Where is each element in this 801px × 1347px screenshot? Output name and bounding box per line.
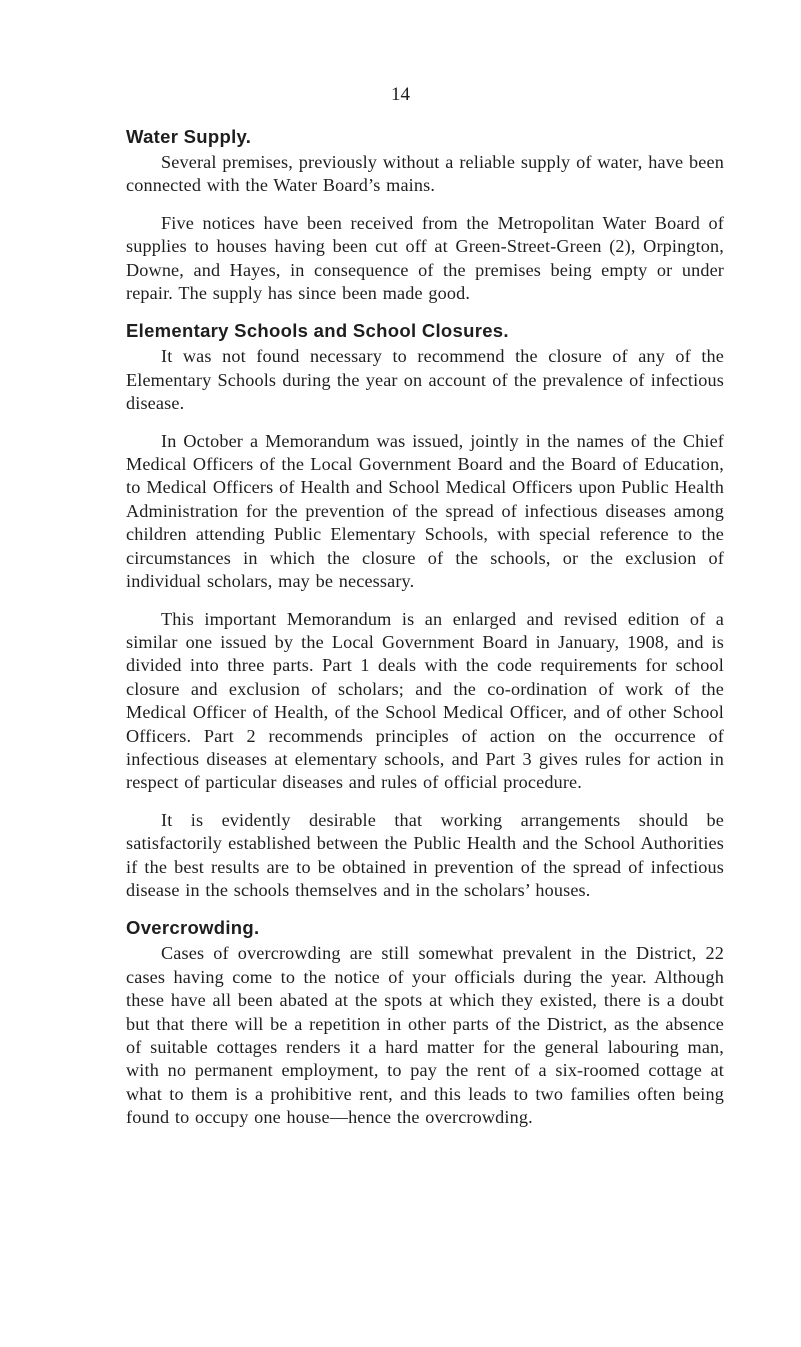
paragraph: Cases of overcrowding are still somewhat prevalent in the District, 22 cases having come to the notice of your officials during the year. Although these have all been abated at the spots at which they existed, there is a doubt but that there will be a repetition in other parts of the District, as the absence of suitable cottages renders it a hard matter for the general labouring man, with no permanent employment, to pay the rent of a six-roomed cottage at what to them is a prohibitive rent, and this leads to two families often being found to occupy one house—hence the overcrowding. [126, 943, 724, 1128]
paragraph: It is evidently desirable that working arrangements should be satisfactorily established between the Public Health and the School Authorities if the best results are to be obtained in prevention of the spread of infectious disease in the schools themselves and in the scholars’ houses. [126, 809, 724, 900]
section-overcrowding [126, 915, 724, 1129]
section-water-supply [126, 124, 724, 305]
page-number: 14 [391, 84, 410, 105]
section-elementary-schools [126, 318, 724, 902]
page-content [126, 124, 724, 1130]
paragraph: Several premises, previously without a reliable supply of water, have been connected with the Water Board’s mains. [126, 152, 724, 196]
paragraph: It was not found necessary to recommend the closure of any of the Elementary Schools during the year on account of the prevalence of infectious disease. [126, 346, 724, 414]
section-heading: Water Supply. [126, 126, 252, 147]
section-heading: Elementary Schools and School Closures. [126, 320, 509, 342]
section-heading: Overcrowding. [126, 917, 260, 939]
paragraph: Five notices have been received from the Metropolitan Water Board of supplies to houses having been cut off at Green-Street-Green (2), Orpington, Downe, and Hayes, in consequence of the premises being empty or under repair. The supply has since been made good. [126, 212, 724, 304]
paragraph: This important Memorandum is an enlarged and revised edition of a similar one issued by the Local Government Board in January, 1908, and is divided into three parts. Part 1 deals with the code requirements for school closure and exclusion of scholars; and the co-ordination of work of the Medical Officer of Health, of the School Medical Officer, and of other School Officers. Part 2 recommends principles of action on the occurrence of infectious diseases at elementary schools, and Part 3 gives rules for action in respect of particular diseases and rules of official procedure. [126, 608, 724, 793]
paragraph: In October a Memorandum was issued, jointly in the names of the Chief Medical Officers of the Local Government Board and the Board of Education, to Medical Officers of Health and School Medical Officers upon Public Health Administration for the prevention of the spread of infectious diseases among children attending Public Elementary Schools, with special reference to the circumstances in which the closure of the schools, or the exclusion of individual scholars, may be necessary. [126, 430, 724, 592]
